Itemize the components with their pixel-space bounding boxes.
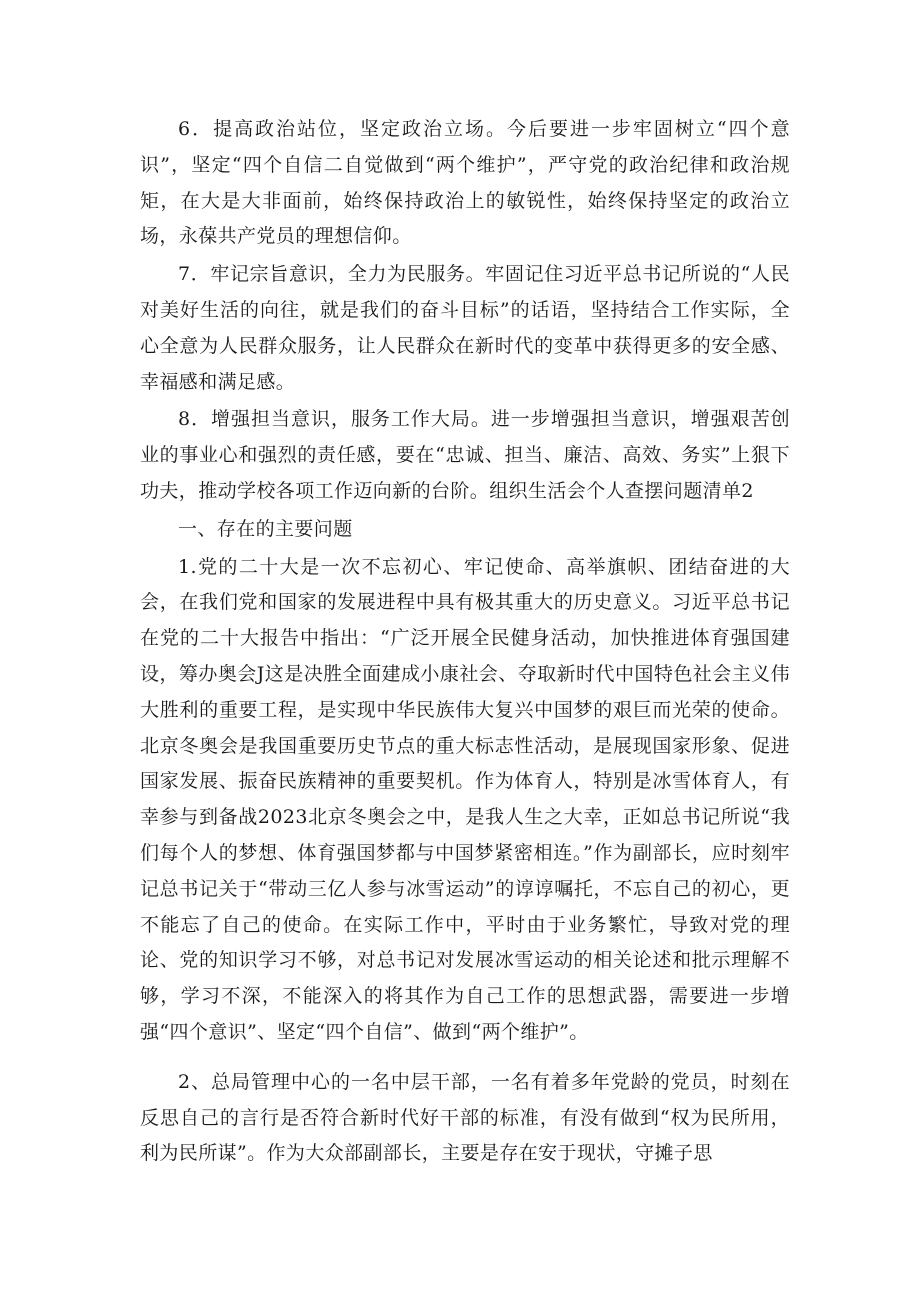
paragraph-problem-1: 1.党的二十大是一次不忘初心、牢记使命、高举旗帜、团结奋进的大会，在我们党和国家的发展进程中具有极其重大的历史意义。习近平总书记在党的二十大报告中指出：“广泛开展全民健身活动，加快推进体育强国建设，筹办奥会J这是决胜全面建成小康社会、夺取新时代中国特色社会主义伟大胜利的重要工程，是实现中华民族伟大复兴中国梦的艰巨而光荣的使命。北京冬奥会是我国重要历史节点的重大标志性活动，是展现国家形象、促进国家发展、振奋民族精神的重要契机。作为体育人，特别是冰雪体育人，有幸参与到备战2023北京冬奥会之中，是我人生之大幸，正如总书记所说“我们每个人的梦想、体育强国梦都与中国梦紧密相连。”作为副部长，应时刻牢记总书记关于“带动三亿人参与冰雪运动”的谆谆嘱托，不忘自己的初心，更不能忘了自己的使命。在实际工作中，平时由于业务繁忙，导致对党的理论、党的知识学习不够，对总书记对发展冰雪运动的相关论述和批示理解不够，学习不深，不能深入的将其作为自己工作的思想武器，需要进一步增强“四个意识”、坚定“四个自信”、做到“两个维护”。 xyxy=(140,555,790,1043)
paragraph-item-6: 6．提高政治站位，坚定政治立场。今后要进一步牢固树立“四个意识”，坚定“四个自信二自觉做到“两个维护”，严守党的政治纪律和政治规矩，在大是大非面前，始终保持政治上的敏锐性，始终保持坚定的政治立场，永葆共产党员的理想信仰。 xyxy=(140,118,790,248)
paragraph-item-7: 7．牢记宗旨意识，全力为民服务。牢固记住习近平总书记所说的“人民对美好生活的向往，就是我们的奋斗目标”的话语，坚持结合工作实际，全心全意为人民群众服务，让人民群众在新时代的变革中获得更多的安全感、幸福感和满足感。 xyxy=(140,263,790,393)
document-body xyxy=(140,112,790,1174)
section-heading: 一、存在的主要问题 xyxy=(178,517,353,540)
paragraph-item-8: 8．增强担当意识，服务工作大局。进一步增强担当意识，增强艰苦创业的事业心和强烈的责任感，要在“忠诚、担当、廉洁、高效、务实”上狠下功夫，推动学校各项工作迈向新的台阶。组织生活会个人查摆问题清单2 xyxy=(140,408,790,502)
paragraph-problem-2: 2、总局管理中心的一名中层干部，一名有着多年党龄的党员，时刻在反思自己的言行是否符合新时代好干部的标准，有没有做到“权为民所用，利为民所谋”。作为大众部副部长，主要是存在安于现状，守摊子思 xyxy=(140,1070,790,1165)
